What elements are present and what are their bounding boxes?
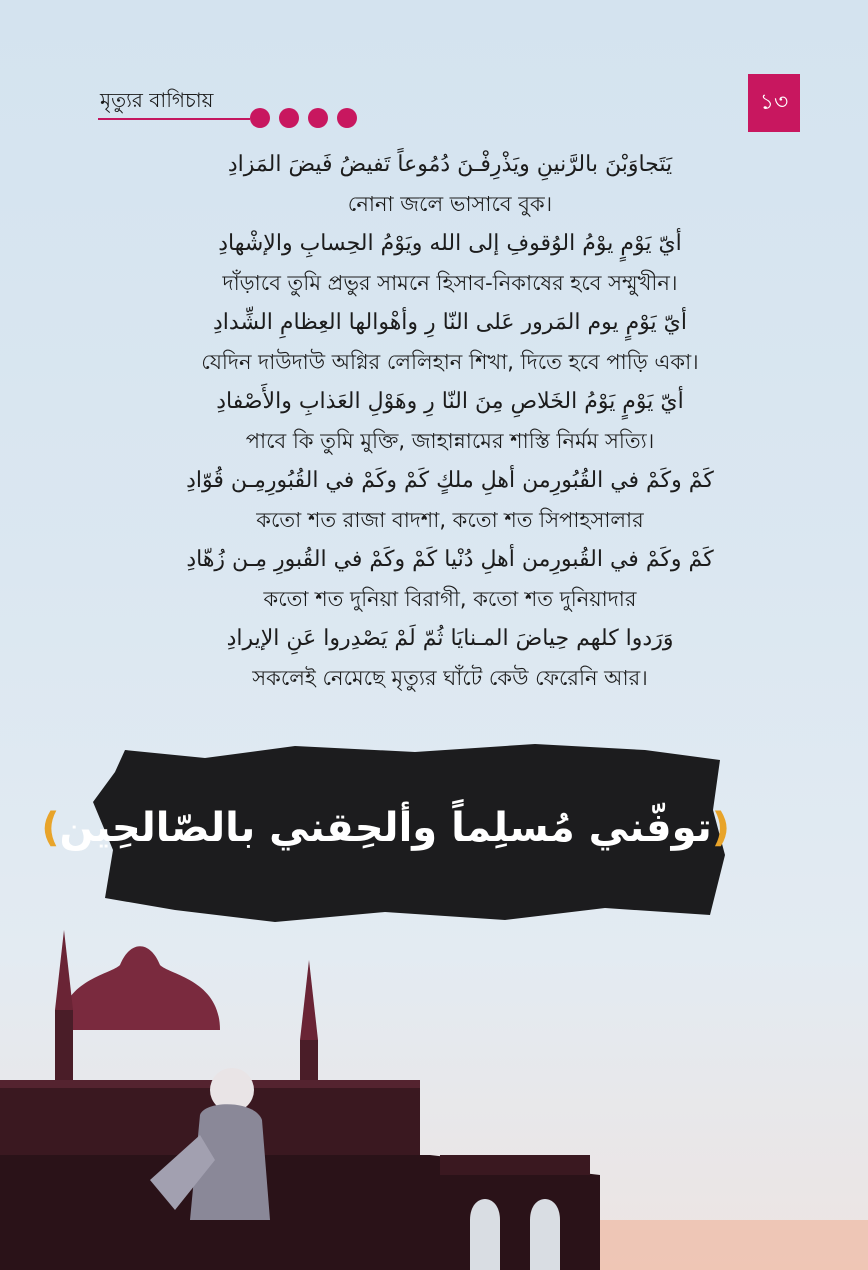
banner-dua-text: توفّني مُسلِماً وألحِقني بالصّالحِين	[59, 805, 712, 851]
page-number-badge: ১৩	[748, 74, 800, 132]
banner-close-paren: )	[41, 805, 60, 851]
dot	[308, 108, 328, 128]
poem-line-arabic: يَتَجاوَبْنَ بالرَّنينِ ويَذْرِفْـنَ دُمُوعاً تَفيضُ فَيضَ المَزادِ	[227, 152, 673, 177]
poem	[110, 145, 790, 698]
dot	[279, 108, 299, 128]
poem-line-arabic: أيّ يَوْمٍ يَوْمُ الخَلاصِ مِنَ النّا رِ وهَوْلِ العَذابِ والأَصْفادِ	[216, 389, 684, 414]
dot	[250, 108, 270, 128]
poem-line-bengali: কতো শত দুনিয়া বিরাগী, কতো শত দুনিয়াদার	[263, 586, 637, 611]
chapter-title-underline	[98, 118, 250, 120]
banner-text-line	[41, 788, 730, 868]
poem-line-bengali: কতো শত রাজা বাদশা, কতো শত সিপাহসালার	[256, 507, 644, 532]
poem-line-arabic: أيّ يَوْمٍ يوْمُ الوُقوفِ إلى الله ويَوْمُ الحِسابِ والإشْهادِ	[218, 231, 682, 256]
poem-line-bengali: নোনা জলে ভাসাবে বুক।	[347, 191, 553, 216]
poem-line-bengali: দাঁড়াবে তুমি প্রভুর সামনে হিসাব-নিকাষের হবে সম্মুখীন।	[222, 270, 678, 295]
dot	[337, 108, 357, 128]
poem-line-arabic: وَرَدوا كلهم حِياضَ المـنايَا ثُمّ لَمْ يَصْدِروا عَنِ الإيرادِ	[226, 626, 674, 651]
decorative-dots	[250, 108, 357, 128]
chapter-title: মৃত্যুর বাগিচায়	[100, 88, 214, 112]
poem-line-bengali: পাবে কি তুমি মুক্তি, জাহান্নামের শাস্তি নির্মম সত্যি।	[245, 428, 655, 453]
poem-line-arabic: كَمْ وكَمْ في القُبُورِمن أهلِ ملكٍ كَمْ وكَمْ في القُبُورِمِـن قُوّادِ	[186, 468, 714, 493]
mosque-illustration	[0, 920, 868, 1270]
poem-line-arabic: أيّ يَوْمٍ يوم المَرور عَلى النّا رِ وأهْوالها العِظامِ الشِّدادِ	[213, 310, 687, 335]
banner-open-paren: (	[711, 805, 730, 851]
poem-line-arabic: كَمْ وكَمْ في القُبورِمن أهلِ دُنْيا كَمْ وكَمْ في القُبورِ مِـن زُهّادِ	[186, 547, 714, 572]
dua-banner	[41, 730, 730, 930]
poem-line-bengali: সকলেই নেমেছে মৃত্যুর ঘাঁটে কেউ ফেরেনি আর।	[252, 665, 648, 690]
poem-line-bengali: যেদিন দাউদাউ অগ্নির লেলিহান শিখা, দিতে হবে পাড়ি একা।	[201, 349, 699, 374]
